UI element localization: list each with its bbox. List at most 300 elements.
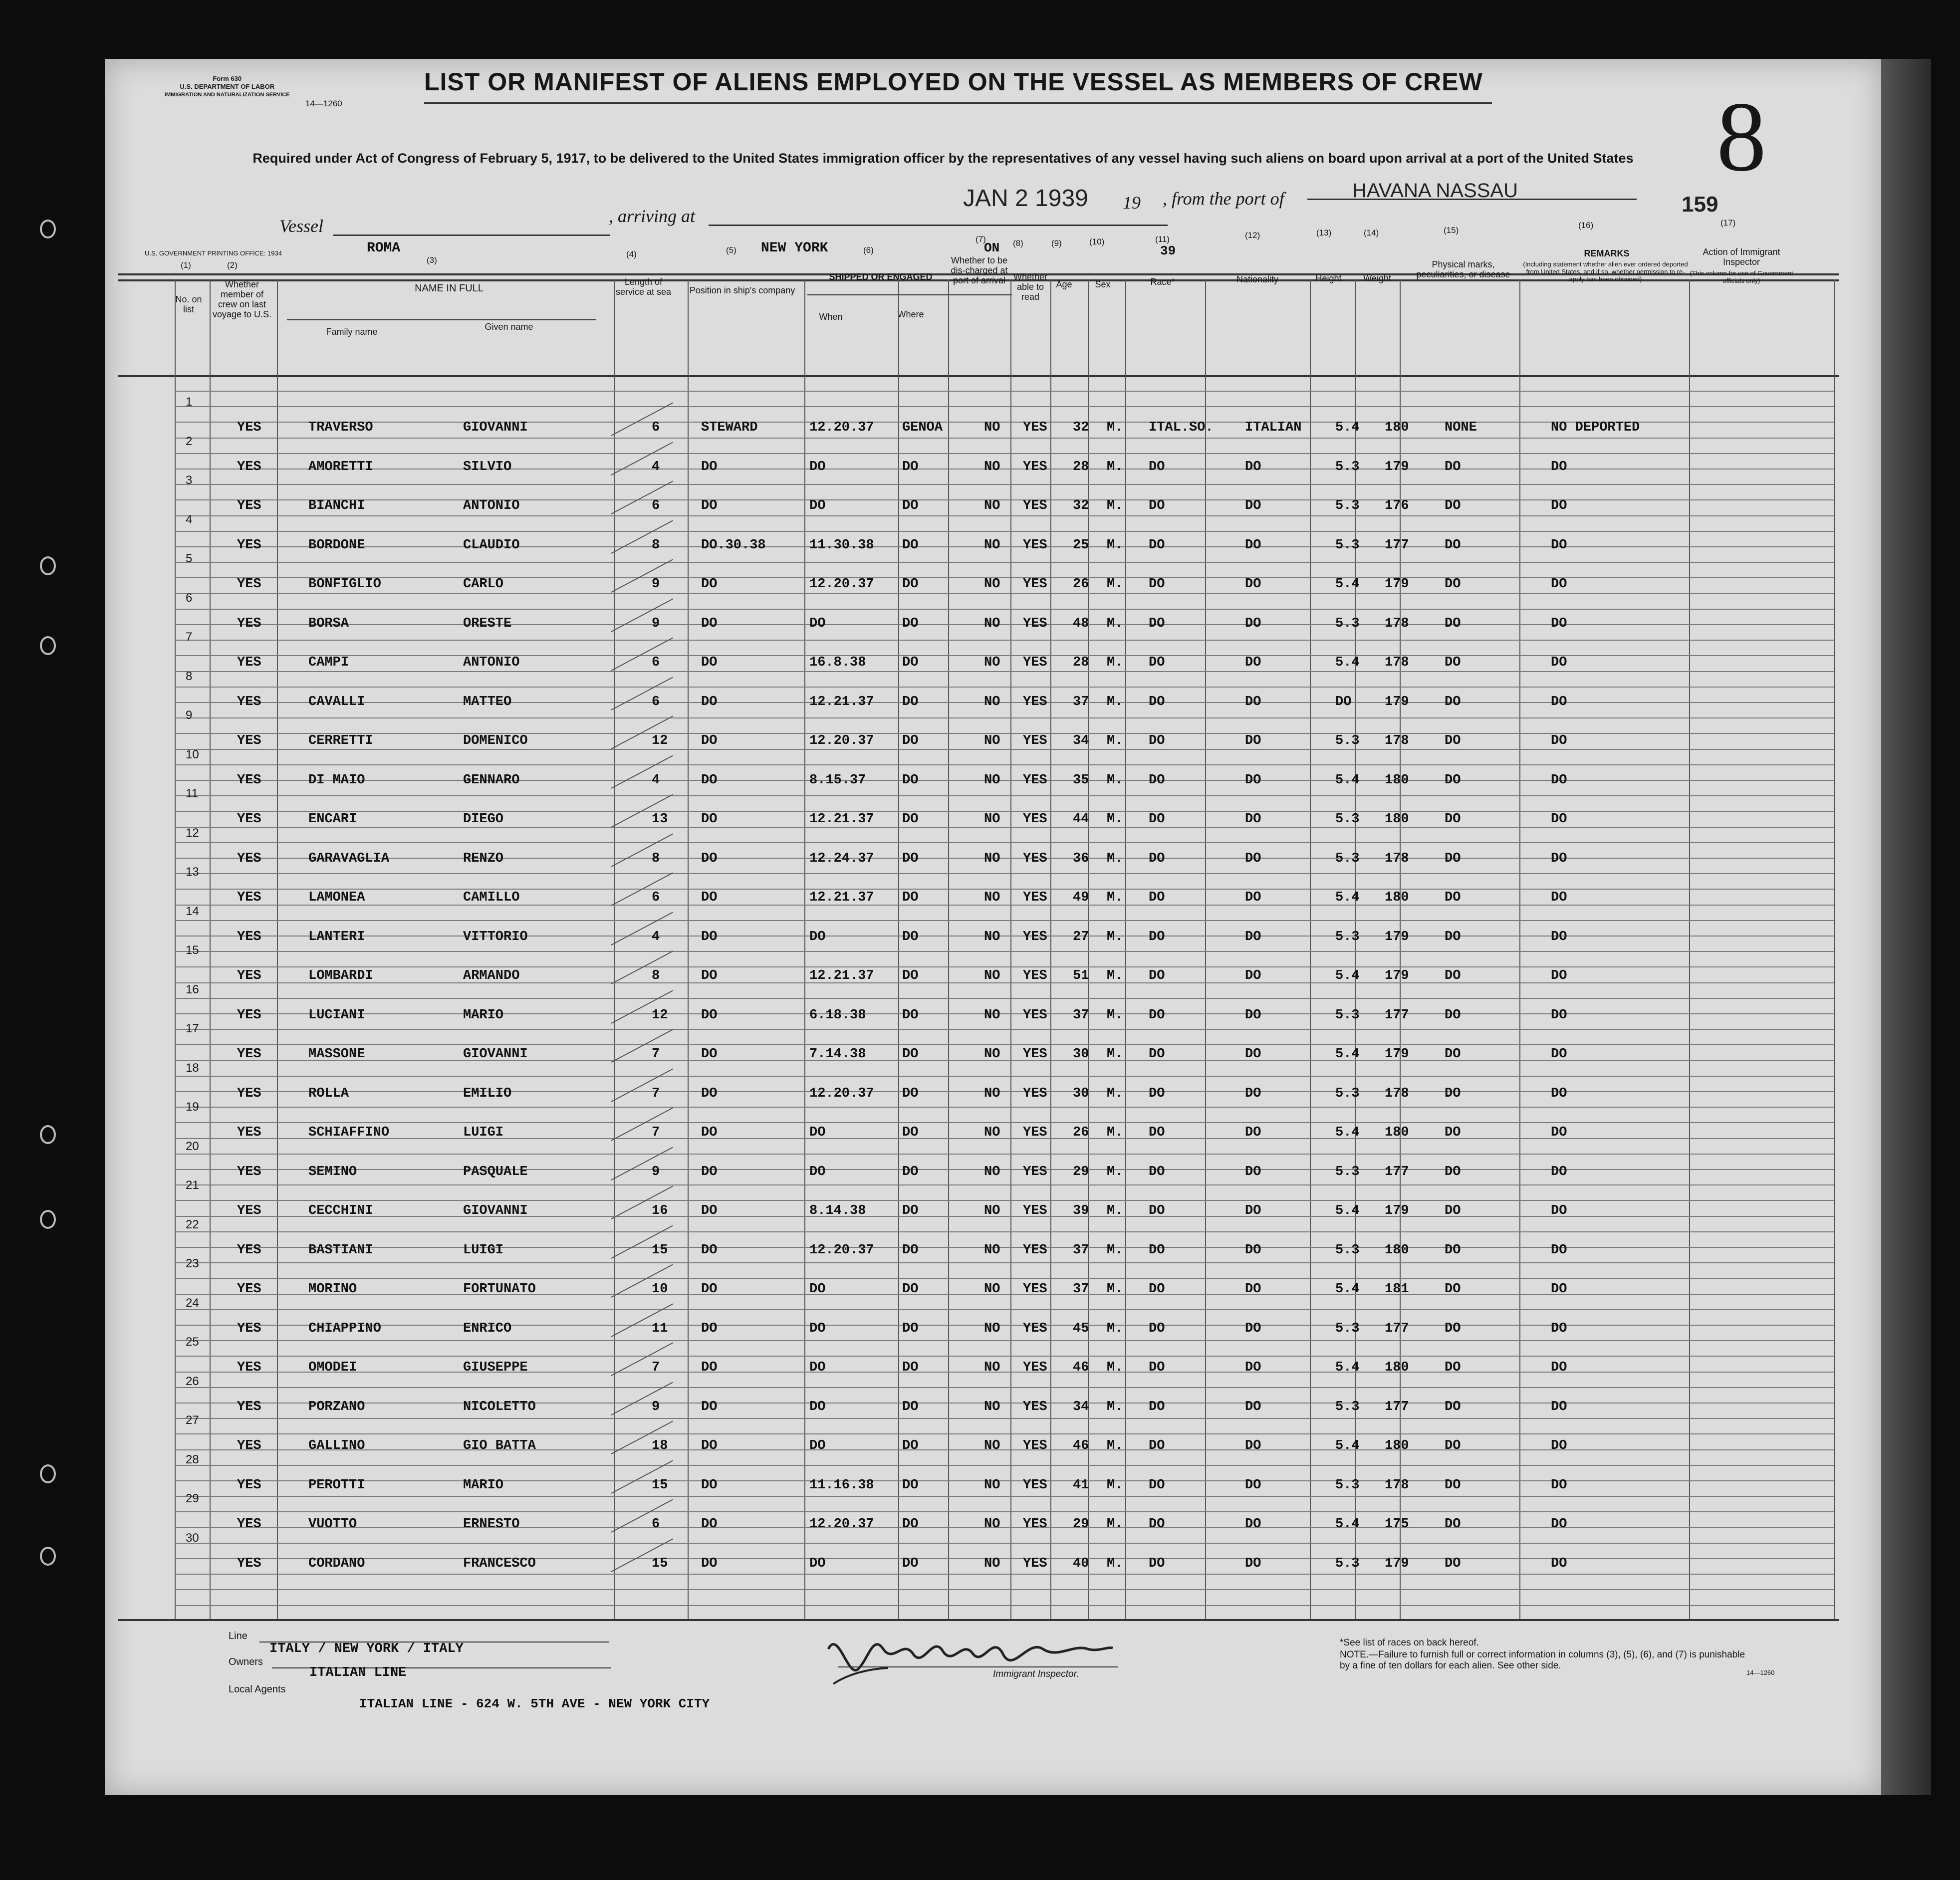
cell-discharged: NO bbox=[984, 1360, 1000, 1375]
cell-length-service: 16 bbox=[652, 1203, 668, 1218]
cell-age: 34 bbox=[1073, 1400, 1089, 1414]
cell-nationality: DO bbox=[1245, 1086, 1261, 1101]
cell-given-name: ENRICO bbox=[463, 1321, 512, 1336]
cell-remarks: DO bbox=[1551, 1478, 1567, 1493]
cell-discharged: NO bbox=[984, 577, 1000, 592]
cell-given-name: NICOLETTO bbox=[463, 1400, 536, 1414]
ruled-line bbox=[175, 640, 1834, 641]
cell-member: YES bbox=[237, 1517, 261, 1532]
cell-remarks: DO bbox=[1551, 1282, 1567, 1297]
cell-height: 5.4 bbox=[1335, 1203, 1360, 1218]
ruled-line bbox=[175, 1387, 1834, 1388]
cell-height: 5.3 bbox=[1335, 1478, 1360, 1493]
cell-when: DO bbox=[809, 1282, 826, 1297]
cell-when: DO bbox=[809, 1360, 826, 1375]
cell-able-to-read: YES bbox=[1023, 1282, 1047, 1297]
ruled-line bbox=[175, 858, 1834, 859]
ruled-line bbox=[175, 1449, 1834, 1450]
cell-family-name: VUOTTO bbox=[308, 1517, 357, 1532]
cell-sex: M. bbox=[1107, 1203, 1123, 1218]
cell-discharged: NO bbox=[984, 460, 1000, 474]
cell-position: DO bbox=[701, 1400, 718, 1414]
ruled-line bbox=[175, 1262, 1834, 1263]
cell-discharged: NO bbox=[984, 1243, 1000, 1258]
form-identifier bbox=[165, 75, 290, 99]
cell-physical-marks: DO bbox=[1445, 1517, 1461, 1532]
cell-age: 28 bbox=[1073, 460, 1089, 474]
cell-when: DO bbox=[809, 498, 826, 513]
cell-nationality: DO bbox=[1245, 577, 1261, 592]
cell-remarks: DO bbox=[1551, 968, 1567, 983]
cell-length-service: 4 bbox=[652, 930, 660, 944]
cell-height: 5.3 bbox=[1335, 460, 1360, 474]
cell-sex: M. bbox=[1107, 1478, 1123, 1493]
ruled-line bbox=[175, 1231, 1834, 1232]
cell-physical-marks: DO bbox=[1445, 812, 1461, 827]
cell-sex: M. bbox=[1107, 1243, 1123, 1258]
cell-able-to-read: YES bbox=[1023, 773, 1047, 788]
cell-where: DO bbox=[902, 1008, 919, 1023]
cell-where: DO bbox=[902, 577, 919, 592]
line-value: ITALY / NEW YORK / ITALY bbox=[269, 1642, 464, 1656]
cell-where: DO bbox=[902, 616, 919, 631]
cell-sex: M. bbox=[1107, 460, 1123, 474]
cell-member: YES bbox=[237, 1478, 261, 1493]
cell-given-name: ORESTE bbox=[463, 616, 512, 631]
col-number: (16) bbox=[1578, 221, 1594, 230]
cell-discharged: NO bbox=[984, 812, 1000, 827]
cell-able-to-read: YES bbox=[1023, 1125, 1047, 1140]
cell-when: 12.20.37 bbox=[809, 577, 874, 592]
page-number: 8 bbox=[1716, 82, 1766, 192]
ruled-line bbox=[175, 515, 1834, 516]
cell-position: DO bbox=[701, 773, 718, 788]
cell-nationality: DO bbox=[1245, 812, 1261, 827]
cell-weight: 178 bbox=[1385, 655, 1409, 670]
cell-height: 5.4 bbox=[1335, 1438, 1360, 1453]
cell-race: DO bbox=[1149, 1047, 1165, 1062]
cell-position: DO bbox=[701, 1125, 718, 1140]
cell-race: DO bbox=[1149, 1556, 1165, 1571]
cell-sex: M. bbox=[1107, 1008, 1123, 1023]
cell-weight: 177 bbox=[1385, 1321, 1409, 1336]
cell-nationality: DO bbox=[1245, 1400, 1261, 1414]
header-sex: Sex bbox=[1095, 279, 1111, 289]
cell-physical-marks: DO bbox=[1445, 968, 1461, 983]
cell-able-to-read: YES bbox=[1023, 1086, 1047, 1101]
cell-physical-marks: DO bbox=[1445, 851, 1461, 866]
cell-given-name: ANTONIO bbox=[463, 498, 520, 513]
cell-member: YES bbox=[237, 1243, 261, 1258]
cell-family-name: OMODEI bbox=[308, 1360, 357, 1375]
vessel-line bbox=[333, 235, 610, 236]
cell-age: 37 bbox=[1073, 1008, 1089, 1023]
cell-nationality: DO bbox=[1245, 851, 1261, 866]
cell-when: 12.21.37 bbox=[809, 812, 874, 827]
ruled-line bbox=[175, 1543, 1834, 1544]
ruled-line bbox=[175, 905, 1834, 906]
cell-able-to-read: YES bbox=[1023, 1360, 1047, 1375]
cell-length-service: 9 bbox=[652, 616, 660, 631]
cell-physical-marks: DO bbox=[1445, 1086, 1461, 1101]
cell-nationality: DO bbox=[1245, 1517, 1261, 1532]
cell-age: 28 bbox=[1073, 655, 1089, 670]
agents-label: Local Agents bbox=[229, 1684, 286, 1695]
cell-where: DO bbox=[902, 968, 919, 983]
col-number: (17) bbox=[1720, 218, 1736, 228]
ruled-line bbox=[175, 1169, 1834, 1170]
cell-height: 5.3 bbox=[1335, 930, 1360, 944]
cell-physical-marks: DO bbox=[1445, 1438, 1461, 1453]
cell-remarks: DO bbox=[1551, 498, 1567, 513]
row-number: 21 bbox=[186, 1178, 199, 1192]
cell-able-to-read: YES bbox=[1023, 1556, 1047, 1571]
cell-discharged: NO bbox=[984, 498, 1000, 513]
ruled-line bbox=[175, 1216, 1834, 1217]
column-rule bbox=[1834, 279, 1835, 1619]
cell-where: DO bbox=[902, 1203, 919, 1218]
ruled-line bbox=[175, 1589, 1834, 1590]
cell-height: 5.3 bbox=[1335, 733, 1360, 748]
cell-discharged: NO bbox=[984, 890, 1000, 905]
cell-able-to-read: YES bbox=[1023, 851, 1047, 866]
cell-race: DO bbox=[1149, 1008, 1165, 1023]
cell-nationality: DO bbox=[1245, 538, 1261, 553]
cell-given-name: FRANCESCO bbox=[463, 1556, 536, 1571]
cell-height: 5.3 bbox=[1335, 616, 1360, 631]
cell-race: DO bbox=[1149, 460, 1165, 474]
cell-age: 46 bbox=[1073, 1360, 1089, 1375]
cell-race: DO bbox=[1149, 1321, 1165, 1336]
cell-discharged: NO bbox=[984, 695, 1000, 709]
cell-sex: M. bbox=[1107, 930, 1123, 944]
cell-where: DO bbox=[902, 1086, 919, 1101]
ruled-line bbox=[175, 1340, 1834, 1341]
col-number: (4) bbox=[626, 249, 637, 259]
cell-height: 5.4 bbox=[1335, 1282, 1360, 1297]
cell-age: 36 bbox=[1073, 851, 1089, 866]
cell-sex: M. bbox=[1107, 1047, 1123, 1062]
ruled-line bbox=[175, 1060, 1834, 1061]
cell-nationality: DO bbox=[1245, 655, 1261, 670]
cell-weight: 177 bbox=[1385, 1165, 1409, 1179]
cell-family-name: ENCARI bbox=[308, 812, 357, 827]
shipped-divider bbox=[807, 294, 1012, 295]
cell-sex: M. bbox=[1107, 812, 1123, 827]
cell-given-name: CAMILLO bbox=[463, 890, 520, 905]
ruled-line bbox=[175, 531, 1834, 532]
cell-length-service: 6 bbox=[652, 695, 660, 709]
cell-able-to-read: YES bbox=[1023, 1438, 1047, 1453]
cell-nationality: DO bbox=[1245, 890, 1261, 905]
cell-family-name: CAMPI bbox=[308, 655, 349, 670]
header-remarks: REMARKS bbox=[1584, 248, 1630, 258]
cell-nationality: DO bbox=[1245, 1203, 1261, 1218]
cell-position: DO bbox=[701, 1086, 718, 1101]
header-physical-marks: Physical marks, peculiarities, or disease bbox=[1416, 259, 1510, 279]
cell-discharged: NO bbox=[984, 1282, 1000, 1297]
cell-member: YES bbox=[237, 1438, 261, 1453]
cell-when: DO bbox=[809, 616, 826, 631]
binder-ring bbox=[40, 1547, 56, 1566]
col-number: (13) bbox=[1316, 228, 1332, 237]
ruled-line bbox=[175, 1356, 1834, 1357]
cell-remarks: DO bbox=[1551, 577, 1567, 592]
cell-position: DO bbox=[701, 1321, 718, 1336]
row-number: 18 bbox=[186, 1061, 199, 1075]
cell-able-to-read: YES bbox=[1023, 616, 1047, 631]
row-number: 29 bbox=[186, 1492, 199, 1505]
line-label: Line bbox=[229, 1631, 247, 1642]
cell-sex: M. bbox=[1107, 733, 1123, 748]
cell-length-service: 18 bbox=[652, 1438, 668, 1453]
header-action-note: (This column for use of Government officials only) bbox=[1690, 269, 1793, 284]
cell-height: 5.4 bbox=[1335, 1047, 1360, 1062]
cell-discharged: NO bbox=[984, 655, 1000, 670]
cell-able-to-read: YES bbox=[1023, 1203, 1047, 1218]
cell-given-name: ERNESTO bbox=[463, 1517, 520, 1532]
cell-race: DO bbox=[1149, 498, 1165, 513]
cell-age: 48 bbox=[1073, 616, 1089, 631]
cell-member: YES bbox=[237, 538, 261, 553]
cell-remarks: DO bbox=[1551, 1047, 1567, 1062]
cell-when: 12.20.37 bbox=[809, 1086, 874, 1101]
row-number: 20 bbox=[186, 1140, 199, 1153]
cell-given-name: ARMANDO bbox=[463, 968, 520, 983]
cell-family-name: CAVALLI bbox=[308, 695, 365, 709]
cell-given-name: PASQUALE bbox=[463, 1165, 528, 1179]
cell-able-to-read: YES bbox=[1023, 1047, 1047, 1062]
cell-family-name: CECCHINI bbox=[308, 1203, 373, 1218]
row-number: 6 bbox=[186, 591, 193, 605]
cell-length-service: 6 bbox=[652, 655, 660, 670]
header-weight: Weight bbox=[1363, 273, 1391, 283]
cell-family-name: SCHIAFFINO bbox=[308, 1125, 390, 1140]
cell-age: 29 bbox=[1073, 1165, 1089, 1179]
cell-physical-marks: DO bbox=[1445, 1243, 1461, 1258]
ruled-line bbox=[175, 764, 1834, 765]
cell-position: DO bbox=[701, 577, 718, 592]
cell-physical-marks: DO bbox=[1445, 1321, 1461, 1336]
note-penalty: NOTE.—Failure to furnish full or correct information in columns (3), (5), (6), and (7) is punishable by a fine of ten dollars for each alien. See other side. bbox=[1340, 1649, 1745, 1671]
list-number: 159 bbox=[1682, 192, 1718, 217]
col-number: (3) bbox=[427, 255, 437, 265]
cell-when: 8.14.38 bbox=[809, 1203, 866, 1218]
cell-given-name: GIOVANNI bbox=[463, 420, 528, 435]
cell-height: 5.4 bbox=[1335, 1125, 1360, 1140]
cell-discharged: NO bbox=[984, 930, 1000, 944]
cell-remarks: DO bbox=[1551, 538, 1567, 553]
cell-family-name: LUCIANI bbox=[308, 1008, 365, 1023]
cell-race: DO bbox=[1149, 1478, 1165, 1493]
row-number: 1 bbox=[186, 395, 193, 409]
row-number: 8 bbox=[186, 670, 193, 683]
cell-race: DO bbox=[1149, 1243, 1165, 1258]
cell-where: DO bbox=[902, 812, 919, 827]
from-port-label: , from the port of bbox=[1163, 189, 1284, 209]
cell-remarks: DO bbox=[1551, 851, 1567, 866]
cell-physical-marks: DO bbox=[1445, 1360, 1461, 1375]
cell-given-name: ANTONIO bbox=[463, 655, 520, 670]
row-number: 26 bbox=[186, 1375, 199, 1388]
ruled-line bbox=[175, 1403, 1834, 1404]
cell-where: DO bbox=[902, 1125, 919, 1140]
cell-family-name: MASSONE bbox=[308, 1047, 365, 1062]
cell-family-name: CHIAPPINO bbox=[308, 1321, 381, 1336]
cell-discharged: NO bbox=[984, 1400, 1000, 1414]
cell-member: YES bbox=[237, 890, 261, 905]
cell-position: DO bbox=[701, 616, 718, 631]
cell-weight: 178 bbox=[1385, 1086, 1409, 1101]
cell-remarks: DO bbox=[1551, 655, 1567, 670]
cell-physical-marks: DO bbox=[1445, 890, 1461, 905]
cell-length-service: 15 bbox=[652, 1243, 668, 1258]
cell-remarks: DO bbox=[1551, 1321, 1567, 1336]
cell-member: YES bbox=[237, 616, 261, 631]
note-races: *See list of races on back hereof. bbox=[1340, 1638, 1479, 1648]
cell-nationality: DO bbox=[1245, 695, 1261, 709]
cell-physical-marks: DO bbox=[1445, 577, 1461, 592]
cell-length-service: 8 bbox=[652, 538, 660, 553]
cell-age: 26 bbox=[1073, 577, 1089, 592]
col-number: (9) bbox=[1051, 238, 1062, 248]
cell-given-name: LUIGI bbox=[463, 1243, 504, 1258]
row-number: 19 bbox=[186, 1100, 199, 1114]
col-number: (12) bbox=[1245, 231, 1260, 240]
cell-age: 37 bbox=[1073, 1282, 1089, 1297]
cell-given-name: GENNARO bbox=[463, 773, 520, 788]
cell-remarks: DO bbox=[1551, 1203, 1567, 1218]
ruled-line bbox=[175, 671, 1834, 672]
col-number: (10) bbox=[1089, 237, 1105, 246]
header-when: When bbox=[819, 312, 843, 322]
cell-nationality: DO bbox=[1245, 1478, 1261, 1493]
back-sheet-edge bbox=[1881, 59, 1931, 1795]
row-number: 24 bbox=[186, 1296, 199, 1310]
cell-weight: 179 bbox=[1385, 1556, 1409, 1571]
ruled-line bbox=[175, 1325, 1834, 1326]
cell-length-service: 4 bbox=[652, 773, 660, 788]
cell-race: DO bbox=[1149, 695, 1165, 709]
cell-position: DO bbox=[701, 498, 718, 513]
row-number: 3 bbox=[186, 473, 193, 487]
row-number: 9 bbox=[186, 708, 193, 722]
cell-position: DO bbox=[701, 968, 718, 983]
cell-race: DO bbox=[1149, 577, 1165, 592]
owners-label: Owners bbox=[229, 1656, 263, 1667]
cell-sex: M. bbox=[1107, 577, 1123, 592]
cell-when: 12.24.37 bbox=[809, 851, 874, 866]
cell-given-name: VITTORIO bbox=[463, 930, 528, 944]
cell-weight: 176 bbox=[1385, 498, 1409, 513]
cell-length-service: 7 bbox=[652, 1047, 660, 1062]
row-number: 22 bbox=[186, 1218, 199, 1231]
cell-height: 5.3 bbox=[1335, 1165, 1360, 1179]
cell-age: 44 bbox=[1073, 812, 1089, 827]
cell-member: YES bbox=[237, 655, 261, 670]
ruled-line bbox=[175, 951, 1834, 952]
header-given-name: Given name bbox=[485, 322, 533, 332]
cell-nationality: DO bbox=[1245, 1165, 1261, 1179]
cell-remarks: DO bbox=[1551, 1165, 1567, 1179]
cell-nationality: DO bbox=[1245, 498, 1261, 513]
cell-when: 7.14.38 bbox=[809, 1047, 866, 1062]
cell-family-name: PEROTTI bbox=[308, 1478, 365, 1493]
cell-weight: 180 bbox=[1385, 812, 1409, 827]
ruled-line bbox=[175, 1154, 1834, 1155]
cell-height: 5.4 bbox=[1335, 420, 1360, 435]
cell-where: DO bbox=[902, 1517, 919, 1532]
header-length-service: Length of service at sea bbox=[615, 277, 672, 297]
cell-sex: M. bbox=[1107, 1321, 1123, 1336]
cell-given-name: EMILIO bbox=[463, 1086, 512, 1101]
cell-height: 5.4 bbox=[1335, 577, 1360, 592]
cell-position: STEWARD bbox=[701, 420, 758, 435]
cell-sex: M. bbox=[1107, 1556, 1123, 1571]
cell-sex: M. bbox=[1107, 1360, 1123, 1375]
cell-remarks: DO bbox=[1551, 733, 1567, 748]
cell-given-name: CLAUDIO bbox=[463, 538, 520, 553]
cell-length-service: 8 bbox=[652, 851, 660, 866]
row-number: 28 bbox=[186, 1453, 199, 1466]
signature-line bbox=[838, 1666, 1118, 1667]
from-port-value: HAVANA NASSAU bbox=[1352, 180, 1518, 202]
cell-race: DO bbox=[1149, 1086, 1165, 1101]
cell-nationality: DO bbox=[1245, 1047, 1261, 1062]
cell-when: 6.18.38 bbox=[809, 1008, 866, 1023]
cell-member: YES bbox=[237, 1086, 261, 1101]
header-rule bbox=[118, 375, 1839, 377]
cell-family-name: BORSA bbox=[308, 616, 349, 631]
cell-remarks: DO bbox=[1551, 812, 1567, 827]
cell-age: 25 bbox=[1073, 538, 1089, 553]
cell-position: DO bbox=[701, 733, 718, 748]
cell-able-to-read: YES bbox=[1023, 1165, 1047, 1179]
cell-discharged: NO bbox=[984, 1517, 1000, 1532]
cell-discharged: NO bbox=[984, 1086, 1000, 1101]
cell-length-service: 11 bbox=[652, 1321, 668, 1336]
header-remarks-note: (Including statement whether alien ever ordered deported from United States, and if so, whether permission to re-apply has been obtained) bbox=[1523, 260, 1688, 283]
cell-nationality: DO bbox=[1245, 1282, 1261, 1297]
cell-height: 5.3 bbox=[1335, 851, 1360, 866]
cell-age: 32 bbox=[1073, 420, 1089, 435]
cell-where: DO bbox=[902, 1438, 919, 1453]
cell-height: 5.3 bbox=[1335, 1086, 1360, 1101]
cell-where: DO bbox=[902, 1321, 919, 1336]
ruled-line bbox=[175, 1511, 1834, 1512]
ruled-line bbox=[175, 889, 1834, 890]
cell-age: 29 bbox=[1073, 1517, 1089, 1532]
cell-able-to-read: YES bbox=[1023, 1321, 1047, 1336]
ruled-line bbox=[175, 717, 1834, 718]
ruled-line bbox=[175, 982, 1834, 983]
cell-sex: M. bbox=[1107, 1438, 1123, 1453]
col-number: (8) bbox=[1013, 238, 1023, 248]
cell-given-name: MARIO bbox=[463, 1478, 504, 1493]
cell-member: YES bbox=[237, 420, 261, 435]
cell-race: DO bbox=[1149, 538, 1165, 553]
cell-discharged: NO bbox=[984, 538, 1000, 553]
cell-able-to-read: YES bbox=[1023, 1478, 1047, 1493]
cell-where: DO bbox=[902, 695, 919, 709]
cell-physical-marks: DO bbox=[1445, 733, 1461, 748]
cell-weight: 179 bbox=[1385, 695, 1409, 709]
cell-member: YES bbox=[237, 733, 261, 748]
ruled-line bbox=[175, 577, 1834, 578]
binder-ring bbox=[40, 1464, 56, 1483]
cell-discharged: NO bbox=[984, 773, 1000, 788]
cell-length-service: 15 bbox=[652, 1556, 668, 1571]
